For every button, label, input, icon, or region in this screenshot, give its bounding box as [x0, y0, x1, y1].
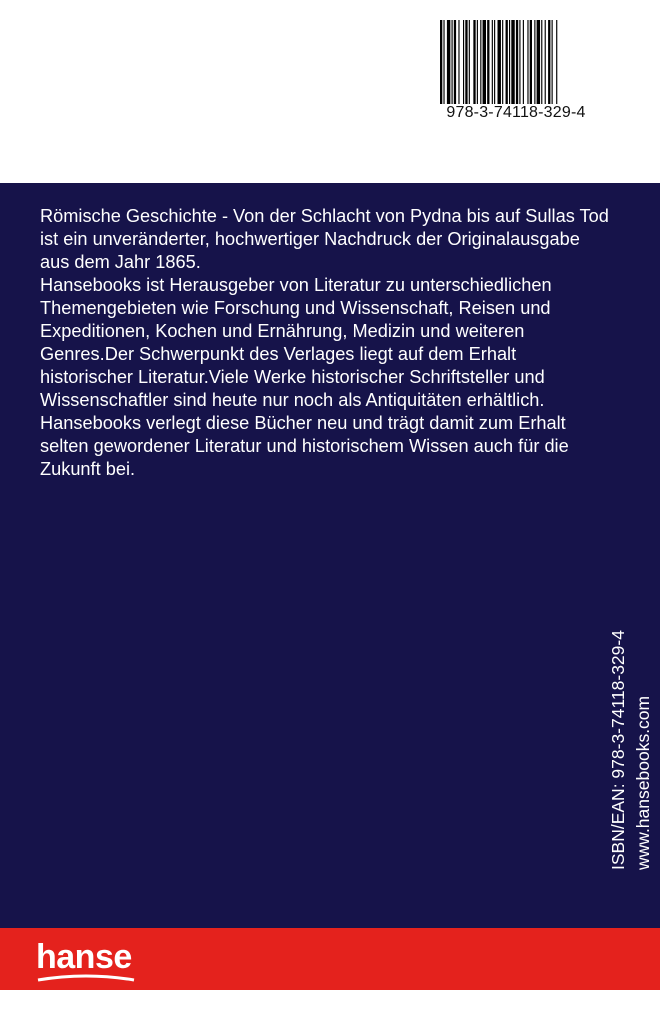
barcode-bar: [556, 20, 557, 104]
barcode-bar: [443, 20, 444, 104]
hanse-logo: hanse: [36, 938, 132, 976]
barcode-bar: [537, 20, 540, 104]
barcode-bar: [458, 20, 459, 104]
barcode-bar: [545, 20, 546, 104]
barcode-bar: [530, 20, 532, 104]
vertical-website: www.hansebooks.com: [633, 695, 653, 870]
barcode-bar: [506, 20, 508, 104]
barcode-bar: [552, 20, 553, 104]
barcode-bar: [447, 20, 450, 104]
barcode-bar: [440, 20, 442, 104]
barcode-bar: [465, 20, 467, 104]
barcode-bar: [509, 20, 510, 104]
vertical-isbn-block: [606, 630, 656, 870]
barcode: [432, 14, 592, 134]
barcode-bar: [523, 20, 524, 104]
barcode-bar: [477, 20, 478, 104]
vertical-isbn: ISBN/EAN: 978-3-74118-329-4: [608, 630, 628, 870]
barcode-bar: [519, 20, 520, 104]
barcode-bar: [492, 20, 493, 104]
barcode-bar: [487, 20, 489, 104]
barcode-bar: [511, 20, 514, 104]
barcode-bar: [534, 20, 535, 104]
barcode-bar: [527, 20, 528, 104]
barcode-bar: [502, 20, 503, 104]
barcode-bar: [452, 20, 453, 104]
barcode-bar: [480, 20, 481, 104]
barcode-bar: [454, 20, 456, 104]
barcode-bar: [541, 20, 542, 104]
barcode-bar: [463, 20, 464, 104]
barcode-bars: [440, 20, 592, 104]
barcode-bar: [469, 20, 470, 104]
barcode-bar: [494, 20, 495, 104]
barcode-bar: [473, 20, 475, 104]
barcode-bar: [483, 20, 486, 104]
logo-swoosh-icon: [36, 974, 136, 984]
barcode-isbn: 978-3-74118-329-4: [446, 104, 586, 121]
publisher-band: [0, 928, 660, 990]
top-white-area: [0, 0, 660, 183]
back-cover-panel: [0, 183, 660, 928]
barcode-bar: [548, 20, 550, 104]
bottom-white-strip: [0, 990, 660, 1020]
barcode-bar: [516, 20, 518, 104]
book-description: Römische Geschichte - Von der Schlacht von Pydna bis auf Sullas Tod ist ein unveränderter, hochwertiger Nachdruck der Originalausgabe aus dem Jahr 1865. Hansebooks ist Herausgeber von Literatur zu unterschiedlichen Themengebieten wie Forschung und Wissenschaft, Reisen und Expeditionen, Kochen und Ernährung, Medizin und weiteren Genres.Der Schwerpunkt des Verlages liegt auf dem Erhalt historischer Literatur.Viele Werke historischer Schriftsteller und Wissenschaftler sind heute nur noch als Antiquitäten erhältlich. Hansebooks verlegt diese Bücher neu und trägt damit zum Erhalt selten gewordener Literatur und historischem Wissen auch für die Zukunft bei.: [40, 206, 609, 479]
barcode-bar: [498, 20, 501, 104]
